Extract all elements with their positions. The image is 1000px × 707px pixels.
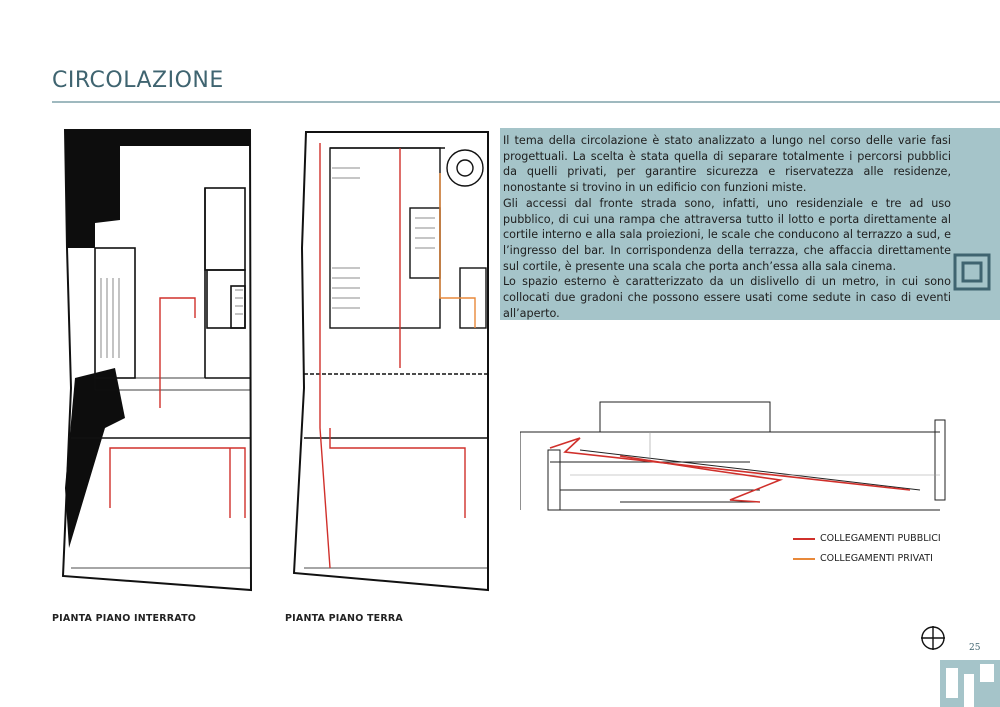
paragraph-3: Lo spazio esterno è caratterizzato da un dislivello di un metro, in cui sono collocati due gradoni che possono essere usati come sedute in caso di eventi all’aperto. xyxy=(503,275,951,320)
basement-plan-drawing xyxy=(55,128,265,598)
ground-plan-caption: PIANTA PIANO TERRA xyxy=(285,613,403,624)
page-title: CIRCOLAZIONE xyxy=(52,68,224,93)
corner-logo-icon xyxy=(940,660,1000,707)
section-drawing xyxy=(520,390,960,530)
title-divider xyxy=(52,101,1000,103)
legend-private-swatch xyxy=(793,558,815,560)
ground-plan-drawing xyxy=(290,128,500,598)
legend-public-label: COLLEGAMENTI PUBBLICI xyxy=(820,533,941,544)
legend-public-swatch xyxy=(793,538,815,540)
paragraph-2: Gli accessi dal fronte strada sono, infatti, uno residenziale e tre ad uso pubblico, di cui una rampa che attraversa tutto il lotto e porta direttamente al cortile interno e alla sala proiezioni, le scale che conducono al terrazzo a sud, e l’ingresso del bar. In corrispondenza della terrazza, che affaccia direttamente sul cortile, è presente una scala che porta anch’essa alla sala cinema. xyxy=(503,196,951,273)
north-arrow-icon xyxy=(920,625,946,651)
legend-private-label: COLLEGAMENTI PRIVATI xyxy=(820,553,933,564)
page-number: 25 xyxy=(969,643,981,653)
square-logo-icon xyxy=(953,253,991,291)
paragraph-1: Il tema della circolazione è stato analizzato a lungo nel corso delle varie fasi progettuali. La scelta è stata quella di separare totalmente i percorsi pubblici da quelli privati, per garantire sicurezza e riservatezza alle residenze, nonostante si trovino in un edificio con funzioni miste. xyxy=(503,134,951,195)
basement-plan-caption: PIANTA PIANO INTERRATO xyxy=(52,613,197,624)
description-text xyxy=(503,133,951,321)
